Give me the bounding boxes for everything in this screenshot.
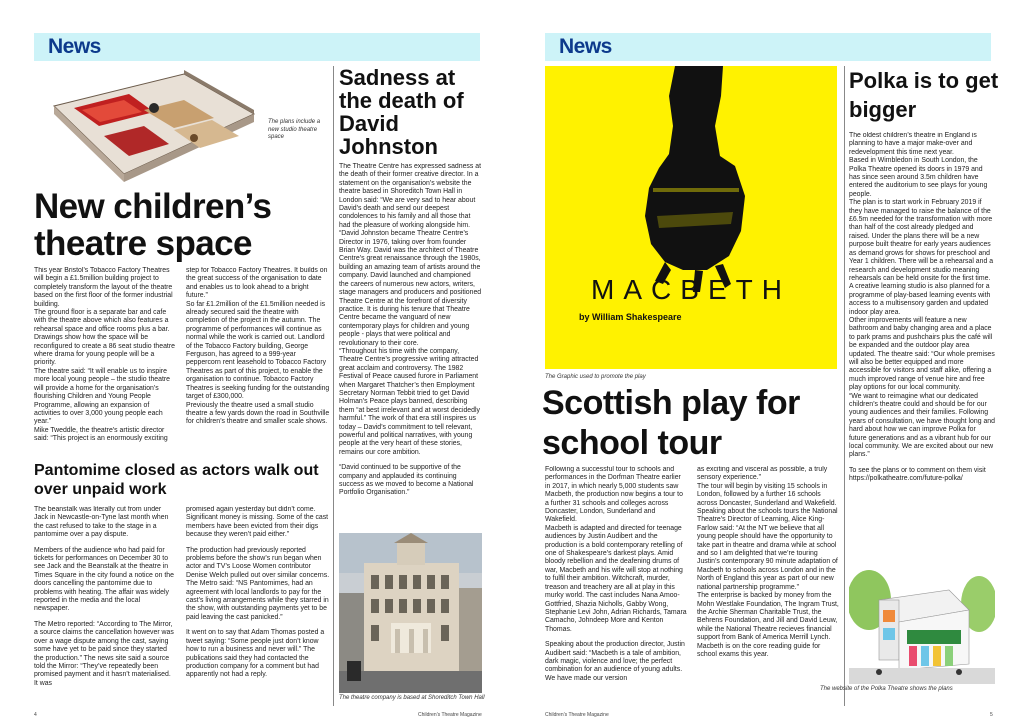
footer-text: Children’s Theatre Magazine [545, 712, 609, 718]
polka-building-image [849, 560, 995, 684]
paragraph: Members of the audience who had paid for tickets for performances on December 30 to see Jack and the Beanstalk at the theatre in Times Square in the city found a notice on the doors cancelling the pantomime due to problems with heating. The affair was widely reported in the media and the local newspaper. [34, 546, 174, 613]
footer-text: Children’s Theatre Magazine [418, 712, 482, 718]
paragraph: The oldest children’s theatre in England is planning to have a major make-over and redevelopment this time next year. [849, 132, 977, 156]
poster-title: MACBETH [591, 274, 791, 305]
paragraph: as exciting and visceral as possible, a truly sensory experience.” [697, 466, 828, 482]
article-1-col-1 [34, 267, 176, 462]
paragraph: Macbeth is adapted and directed for teenage audiences by Justin Audibert and the production is a bold contemporary retelling of one of Shakespeare’s darkest plays. Amid bloody rebellion and the deafening drums of war, Macbeth and his wife will stop at nothing to fulfil their ambition. Witchcraft, murder, treason and treachery are all at play in this murky world. The cast includes Nana Amoo-Gottfried, Shazia Nicholls, Gabby Wong, Stephanie Levi John, Adrian Richards, Tamara Camacho, Johndeep More and Kenton Thomas. [545, 524, 687, 633]
headline-pantomime: Pantomime closed as actors walk out over unpaid work [34, 462, 319, 498]
section-title: News [48, 35, 101, 58]
headline-new-childrens-theatre: New children’s theatre space [34, 188, 272, 262]
paragraph: This year Bristol’s Tobacco Factory Theatres will begin a £1.5million building project to completely transform the layout of the theatre based on the first floor of the former industrial building. [34, 267, 173, 308]
paragraph: The enterprise is backed by money from the Mohn Westlake Foundation, The Ingram Trust, the Archie Sherman Charitable Trust, the Behrens Foundation, and Jill and David Leuw, while the National Theatre recieves financial support from Bank of America Merrill Lynch. [697, 592, 839, 642]
column-divider [844, 66, 845, 706]
paragraph: Other improvements will feature a new bathroom and baby changing area and a place to park prams and pushchairs plus the café will be expanded and the outdoor play area updated. The theatre said: “Our whole premises will also be better equipped and more accessible for visitors and staff alike, offering a much improved range of venue hire and free play options for our local community. [849, 316, 995, 392]
paragraph: “Throughout his time with the company, Theatre Centre’s progressive writing attracted great acclaim and controversy. The 1982 Festival of Peace caused furore in Parliament when Margaret Thatcher’s then Employment Secretary Norman Tebbit tried to get David Holman’s Peace plays banned, describing them “at best irrelevant and at worst decidedly harmful.” The work of that era still inspires us today – David’s commitment to tell relevant, powerful and political narratives, with young people at the very heart of these stories, remains our core ambition. [339, 347, 480, 456]
article-2-col-2 [186, 506, 330, 712]
right-page [512, 0, 1024, 724]
paragraph: The production had previously reported problems before the show’s run began when actor and TV’s Loose Women contributor Denise Welch pulled out over similar concerns. The Metro said: “NS Pantomimes, had an agreement with local landlords to pay for the cast’s living arrangements while they starred in the show, with outstanding payments yet to be paid leaving the cast panicked.” [186, 546, 330, 621]
poster-caption: The Graphic used to promote the play [545, 374, 646, 380]
paragraph: “David Johnston became Theatre Centre’s Director in 1976, taking over from founder Brian Way. David was the architect of Theatre Centre’s great renaissance through the 1980s, building an amazing team of artists around the company. David launched and championed the careers of numerous new actors, writers, stage managers and producers and positioned Theatre Centre at the forefront of diversity practice. It is during his tenure that Theatre Centre became the vanguard of new contemporary plays for children and young people - plays that were political and revolutionary to their core. [339, 230, 482, 347]
article-4-col-2 [697, 466, 842, 716]
paragraph: Following a successful tour to schools and performances in the Dorfman Theatre earlier in 2017, in which nearly 5,000 students saw Macbeth, the production now begins a tour to a further 31 schools and colleges across Doncaster, London, Sunderland and Wakefield. [545, 466, 683, 524]
poster-subtitle: by William Shakespeare [579, 312, 682, 322]
paragraph: “David continued to be supportive of the company and applauded its continuing success as we moved to become a National Portfolio Organisation.” [339, 464, 474, 497]
paragraph: Macbeth is on the core reading guide for school exams this year. [697, 642, 821, 658]
photo-caption: The theatre company is based at Shoreditch Town Hall [339, 695, 485, 701]
article-3 [339, 163, 482, 535]
polka-caption: The website of the Polka Theatre shows the plans [820, 686, 953, 692]
paragraph: The beanstalk was literally cut from under Jack in Newcastle-on-Tyne last month when the cast refused to take to the stage in a pantomime over a pay dispute. [34, 506, 169, 539]
paragraph: It went on to say that Adam Thomas posted a tweet saying: “Some people just don’t know how to run a business and never will.” The publications said they had contacted the production company for a comment but had apparently not had a reply. [186, 629, 325, 679]
paragraph: To see the plans or to comment on them visit https://polkatheatre.com/future-polka/ [849, 466, 986, 483]
section-title: News [559, 35, 612, 58]
paragraph: Speaking about the production director, Justin Audibert said: “Macbeth is a tale of ambition, dark magic, violence and love; the perfect combination for an audience of young adults. We have made our version [545, 641, 685, 682]
paragraph: So far £1.2million of the £1.5million needed is already secured said the theatre with completion of the project in the autumn. The programme of performances will continue as normal while the work is carried out. Landlord of the Tobacco Factory building, George Ferguson, has agreed to a 999-year peppercorn rent leasehold to Tobacco Factory Theatres as part of this project, to enable the organisation to continue. Tobacco Factory Theatres is seeking funding for the outstanding target of £300,000. [186, 300, 330, 401]
paragraph: The theatre said: “It will enable us to inspire more local young people – the studio theatre will provide a home for the organisation’s flourishing Children and Young People Programme, allowing an expansion of activities to over 3,000 young people each year.” [34, 367, 170, 426]
paragraph: promised again yesterday but didn’t come. Significant money is missing. Some of the cast members have been evicted from their digs because they weren’t paid either.” [186, 506, 329, 539]
article-4-col-1 [545, 466, 688, 716]
macbeth-poster [545, 66, 837, 369]
town-hall-photo [339, 533, 482, 693]
page-number: 4 [34, 712, 37, 718]
paragraph: The tour will begin by visiting 15 schools in London, followed by a further 16 schools across Doncaster, Sunderland and Wakefield. [697, 482, 837, 507]
paragraph: The ground floor is a separate bar and cafe with the theatre above which also features a rehearsal space and office rooms plus a bar. Drawings show how the space will be reconfigured to create a 86 seat studio theatre where drama for young people will be a priority. [34, 309, 175, 367]
image-caption: The plans include a new studio theatre space [268, 119, 321, 140]
paragraph: The Metro reported: “According to The Mirror, a source claims the cancellation however was over a wage dispute among the cast, saying some have yet to be paid since they started the production.” The news site said a source told the Mirror: “They’ve repeatedly been promised payment and it hasn’t materialised. It was [34, 620, 174, 687]
paragraph: Mike Tweddle, the theatre’s artistic director said: “This project is an enormously exciting [34, 426, 168, 443]
news-bar [34, 33, 480, 61]
paragraph: Speaking about the schools tours the National Theatre’s Director of Learning, Alice King-Farlow said: “At the NT we believe that all young people should have the opportunity to take part in theatre and drama while at school and so I am delighted that we’re touring Justin’s contemporary 90 minute adaptation of Macbeth to schools across London and in the North of England this year as part of our new national partnership programme.” [697, 508, 838, 591]
headline-scottish-play: Scottish play for school tour [542, 384, 800, 462]
paragraph: Based in Wimbledon in South London, the Polka Theatre opened its doors in 1979 and has since seen around 3.5m children have entered the auditorium to see plays for young people. [849, 157, 988, 198]
article-2-col-1 [34, 506, 176, 712]
article-1-col-2 [186, 267, 330, 462]
paragraph: The Theatre Centre has expressed sadness at the death of their former creative director. In a statement on the organisation’s website the theatre based in Shoreditch Town Hall in London said: “We are very sad to hear about David’s death and send our deepest condolences to his family and all those that had the pleasure of working alongside him. [339, 163, 481, 229]
paragraph: step for Tobacco Factory Theatres. It builds on the great success of the organisation to date and enables us to look ahead to a bright future.” [186, 267, 328, 300]
column-divider [333, 66, 334, 706]
page-number: 5 [990, 712, 993, 718]
paragraph: Previously the theatre used a small studio theatre a few yards down the road in Southville for children’s theatre and smaller scale shows. [186, 401, 330, 426]
paragraph: The plan is to start work in February 2019 if they have managed to raise the balance of the £6.5m needed for the transformation with more than half of the cost already pledged and raised. Under the plans there will be a new purpose built theatre for early years audiences as demand grows for shows for preschool and Year 1 children. There will be a rehearsal and a research and development studio meaning rehearsals can be held onsite for the first time. A creative learning studio is also planned for a programme of play-based learning events with access to a multisensory garden and updated indoor play area. [849, 199, 994, 316]
paragraph: “We want to reimagine what our dedicated children’s theatre could and should be for our young audiences and their families. Following years of consultation, we have thought long and hard about how we can improve Polka for future generations and as a vibrant hub for our local community. We are excited about our new plans.” [849, 392, 995, 459]
headline-david-johnston: Sadness at the death of David Johnston [339, 66, 464, 158]
news-bar [545, 33, 991, 61]
floor-plan-image [34, 66, 262, 182]
headline-polka: Polka is to get bigger [849, 68, 999, 122]
article-5 [849, 132, 995, 564]
